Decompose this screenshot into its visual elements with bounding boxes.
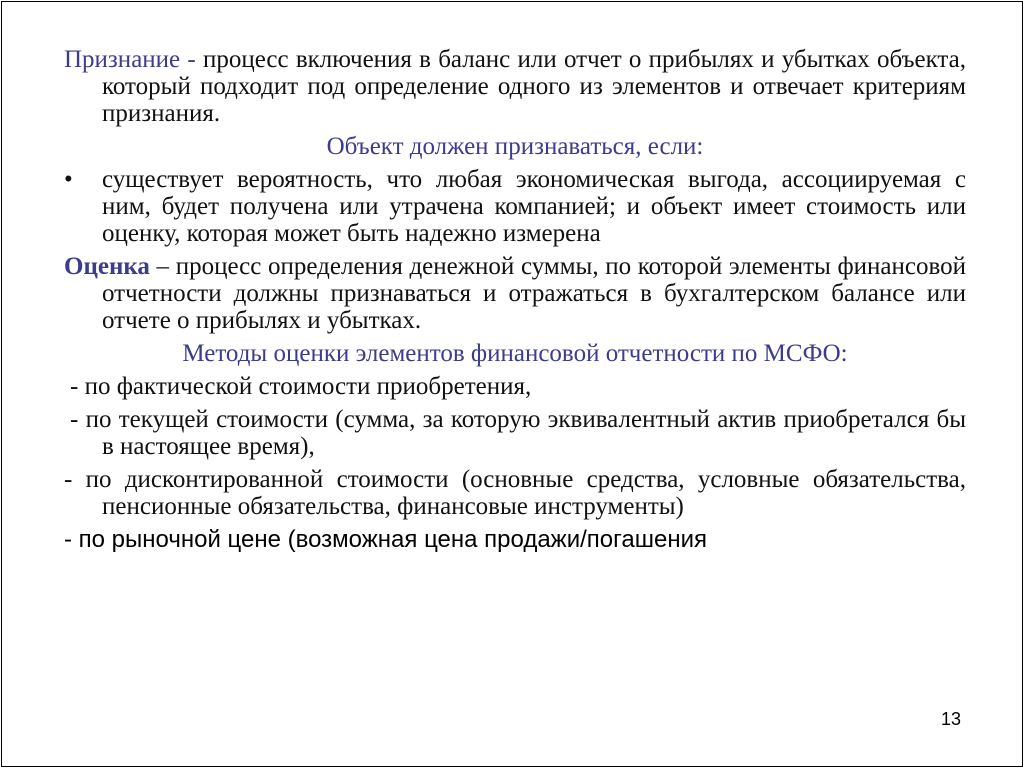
valuation-term: Оценка	[64, 253, 150, 280]
bullet-icon: •	[64, 166, 73, 193]
recognition-criterion	[64, 166, 966, 247]
valuation-text: – процесс определения денежной суммы, по которой элементы финансовой отчетности должны признаваться и отражаться в бухгалтерском балансе или отчете о прибылях и убытках.	[102, 253, 966, 334]
page-number: 13	[941, 709, 962, 729]
slide-content	[64, 46, 966, 554]
recognition-term: Признание -	[64, 46, 196, 73]
method-item-market-price: - по рыночной цене (возможная цена продажи/погашения	[64, 526, 707, 553]
slide	[1, 1, 1023, 767]
recognition-text: процесс включения в баланс или отчет о прибылях и убытках объекта, который подходит под определение одного из элементов и отвечает критериям признания.	[102, 46, 966, 127]
recognition-definition	[64, 46, 966, 127]
method-item: - по дисконтированной стоимости (основные средства, условные обязательства, пенсионные обязательства, финансовые инструменты)	[64, 466, 966, 520]
valuation-definition	[64, 253, 966, 334]
criterion-text: существует вероятность, что любая экономическая выгода, ассоциируемая с ним, будет получена или утрачена компанией; и объект имеет стоимость или оценку, которая может быть надежно измерена	[102, 166, 966, 247]
method-item: - по текущей стоимости (сумма, за которую эквивалентный актив приобретался бы в настоящее время),	[70, 406, 966, 460]
methods-heading: Методы оценки элементов финансовой отчетности по МСФО:	[182, 340, 848, 367]
object-heading: Объект должен признаваться, если:	[326, 133, 704, 160]
method-item: - по фактической стоимости приобретения,	[70, 373, 532, 400]
